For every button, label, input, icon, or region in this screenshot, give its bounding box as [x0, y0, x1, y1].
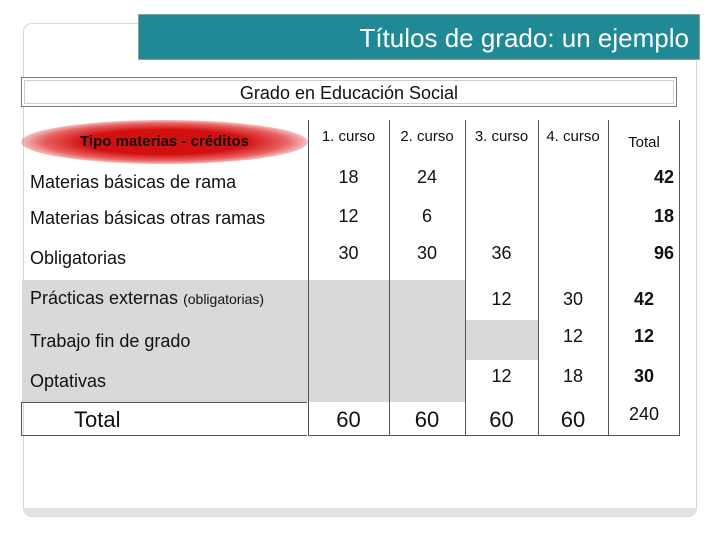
corner-header	[21, 120, 308, 164]
title-bar	[138, 14, 700, 60]
table-cell-total: 42	[633, 289, 655, 309]
table-cell: 18	[338, 167, 359, 187]
grid-line	[538, 120, 539, 436]
table-cell: 24	[416, 167, 438, 187]
table-cell-total: 18	[653, 206, 674, 226]
grid-line	[465, 120, 466, 436]
total-row-label-box	[21, 402, 307, 436]
column-header: 2. curso	[400, 128, 454, 145]
total-cell: 60	[414, 407, 440, 432]
row-label: Obligatorias	[30, 248, 127, 268]
row-label-practicas	[30, 288, 264, 309]
table-cell: 12	[562, 326, 584, 346]
row-label-note: (obligatorias)	[183, 291, 265, 307]
subtitle-box	[21, 77, 677, 107]
table-cell: 30	[562, 289, 584, 309]
corner-header-label: Tipo materias - créditos	[80, 133, 249, 150]
total-cell: 60	[489, 407, 514, 432]
table-cell: 30	[416, 243, 438, 263]
page-title: Títulos de grado: un ejemplo	[359, 23, 689, 53]
table-cell-total: 12	[633, 326, 655, 346]
row-label: Trabajo fin de grado	[30, 331, 191, 351]
table-cell: 18	[562, 366, 584, 386]
column-header: 1. curso	[321, 128, 376, 145]
total-cell: 60	[336, 407, 361, 432]
table-cell-total: 96	[653, 243, 674, 263]
table-cell: 12	[491, 289, 512, 309]
total-cell: 60	[560, 407, 586, 432]
table-cell: 30	[338, 243, 359, 263]
table-cell: 6	[421, 206, 432, 226]
total-row-label: Total	[74, 407, 121, 432]
row-label-text: Prácticas externas	[30, 288, 179, 308]
table-cell-total: 42	[653, 167, 674, 187]
table-cell-total: 30	[633, 366, 655, 386]
row-label: Optativas	[30, 371, 107, 391]
table-cell: 36	[491, 243, 512, 263]
grand-total-cell: 240	[628, 404, 660, 424]
subtitle: Grado en Educación Social	[239, 83, 459, 103]
column-header: 4. curso	[546, 128, 600, 145]
column-header: 3. curso	[474, 128, 529, 145]
column-header: Total	[628, 134, 660, 151]
table-cell: 12	[491, 366, 512, 386]
row-label: Materias básicas otras ramas	[30, 208, 266, 228]
table-cell: 12	[338, 206, 359, 226]
row-label: Materias básicas de rama	[30, 172, 237, 192]
slide-bottom-bar	[24, 508, 696, 516]
